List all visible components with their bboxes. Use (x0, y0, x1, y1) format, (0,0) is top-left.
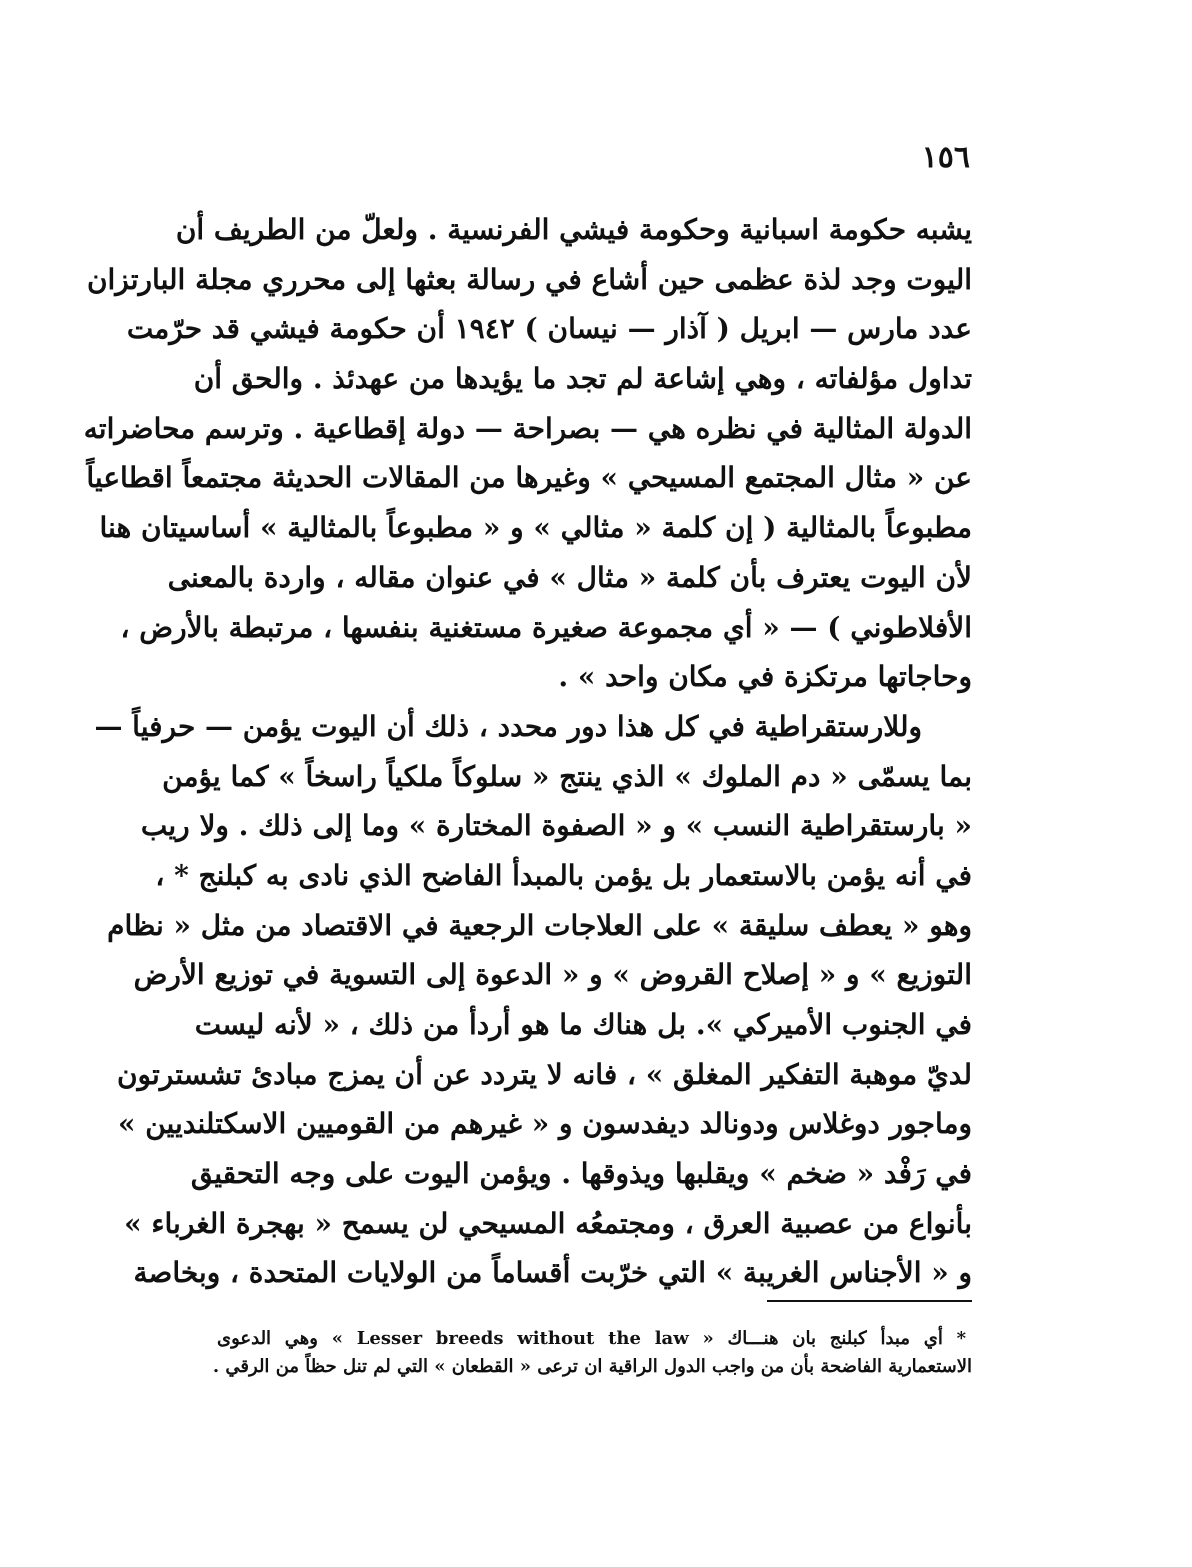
text-line: تداول مؤلفاته ، وهي إشاعة لم تجد ما يؤيدها من عهدئذ . والحق أن (193, 362, 972, 396)
text-line: لديّ موهبة التفكير المغلق » ، فانه لا يتردد عن أن يمزج مبادئ تشسترتون (116, 1057, 972, 1091)
text-line: بأنواع من عصبية العرق ، ومجتمعُه المسيحي لن يسمح « بهجرة الغرباء » (124, 1206, 972, 1240)
text-line: يشبه حكومة اسبانية وحكومة فيشي الفرنسية . ولعلّ من الطريف أن (175, 213, 972, 246)
footnote-line: الاستعمارية الفاضحة بأن من واجب الدول الراقية ان ترعى « القطعان » التي لم تنل حظاً من الرقي . (212, 1356, 972, 1377)
text-line: عدد مارس — ابريل ( آذار — نيسان ) ١٩٤٢ أن حكومة فيشي قد حرّمت (126, 312, 972, 346)
footnote (212, 1325, 972, 1381)
footnote-divider (767, 1300, 972, 1302)
text-line: وحاجاتها مرتكزة في مكان واحد » . (558, 660, 972, 694)
text-line: وهو « يعطف سليقة » على العلاجات الرجعية في الاقتصاد من مثل « نظام (107, 908, 972, 942)
text-line: في أنه يؤمن بالاستعمار بل يؤمن بالمبدأ الفاضح الذي نادى به كبلنج * ، (155, 858, 972, 892)
text-line: لأن اليوت يعترف بأن كلمة « مثال » في عنوان مقاله ، واردة بالمعنى (167, 560, 972, 594)
text-line: بما يسمّى « دم الملوك » الذي ينتج « سلوكاً ملكياً راسخاً » كما يؤمن (162, 759, 972, 793)
footnote-line: * أي مبدأ كبلنج بان هنـــاك « Lesser breeds without the law » وهي الدعوى (217, 1328, 966, 1349)
body-text (83, 205, 972, 1298)
text-line: التوزيع » و « إصلاح القروض » و « الدعوة إلى التسوية في توزيع الأرض (133, 958, 972, 992)
text-line: اليوت وجد لذة عظمى حين أشاع في رسالة بعثها إلى محرري مجلة البارتزان (86, 262, 972, 296)
text-line: الأفلاطوني ) — « أي مجموعة صغيرة مستغنية بنفسها ، مرتبطة بالأرض ، (120, 610, 972, 644)
text-line: مطبوعاً بالمثالية ( إن كلمة « مثالي » و « مطبوعاً بالمثالية » أساسيتان هنا (99, 511, 972, 545)
text-line: وماجور دوغلاس ودونالد ديفدسون و « غيرهم من القوميين الاسكتلنديين » (117, 1107, 972, 1141)
text-line: وللارستقراطية في كل هذا دور محدد ، ذلك أن اليوت يؤمن — حرفياً — (94, 709, 922, 743)
text-line: في رَفْد « ضخم » ويقلبها ويذوقها . ويؤمن اليوت على وجه التحقيق (190, 1157, 972, 1191)
text-line: و « الأجناس الغريبة » التي خرّبت أقساماً من الولايات المتحدة ، وبخاصة (133, 1256, 972, 1290)
page-number: ١٥٦ (921, 140, 970, 175)
text-line: عن « مثال المجتمع المسيحي » وغيرها من المقالات الحديثة مجتمعاً اقطاعياً (86, 461, 972, 495)
text-line: الدولة المثالية في نظره هي — بصراحة — دولة إقطاعية . وترسم محاضراته (83, 411, 972, 445)
text-line: « بارستقراطية النسب » و « الصفوة المختارة » وما إلى ذلك . ولا ريب (140, 809, 972, 843)
text-line: في الجنوب الأميركي ». بل هناك ما هو أردأ من ذلك ، « لأنه ليست (194, 1008, 972, 1041)
